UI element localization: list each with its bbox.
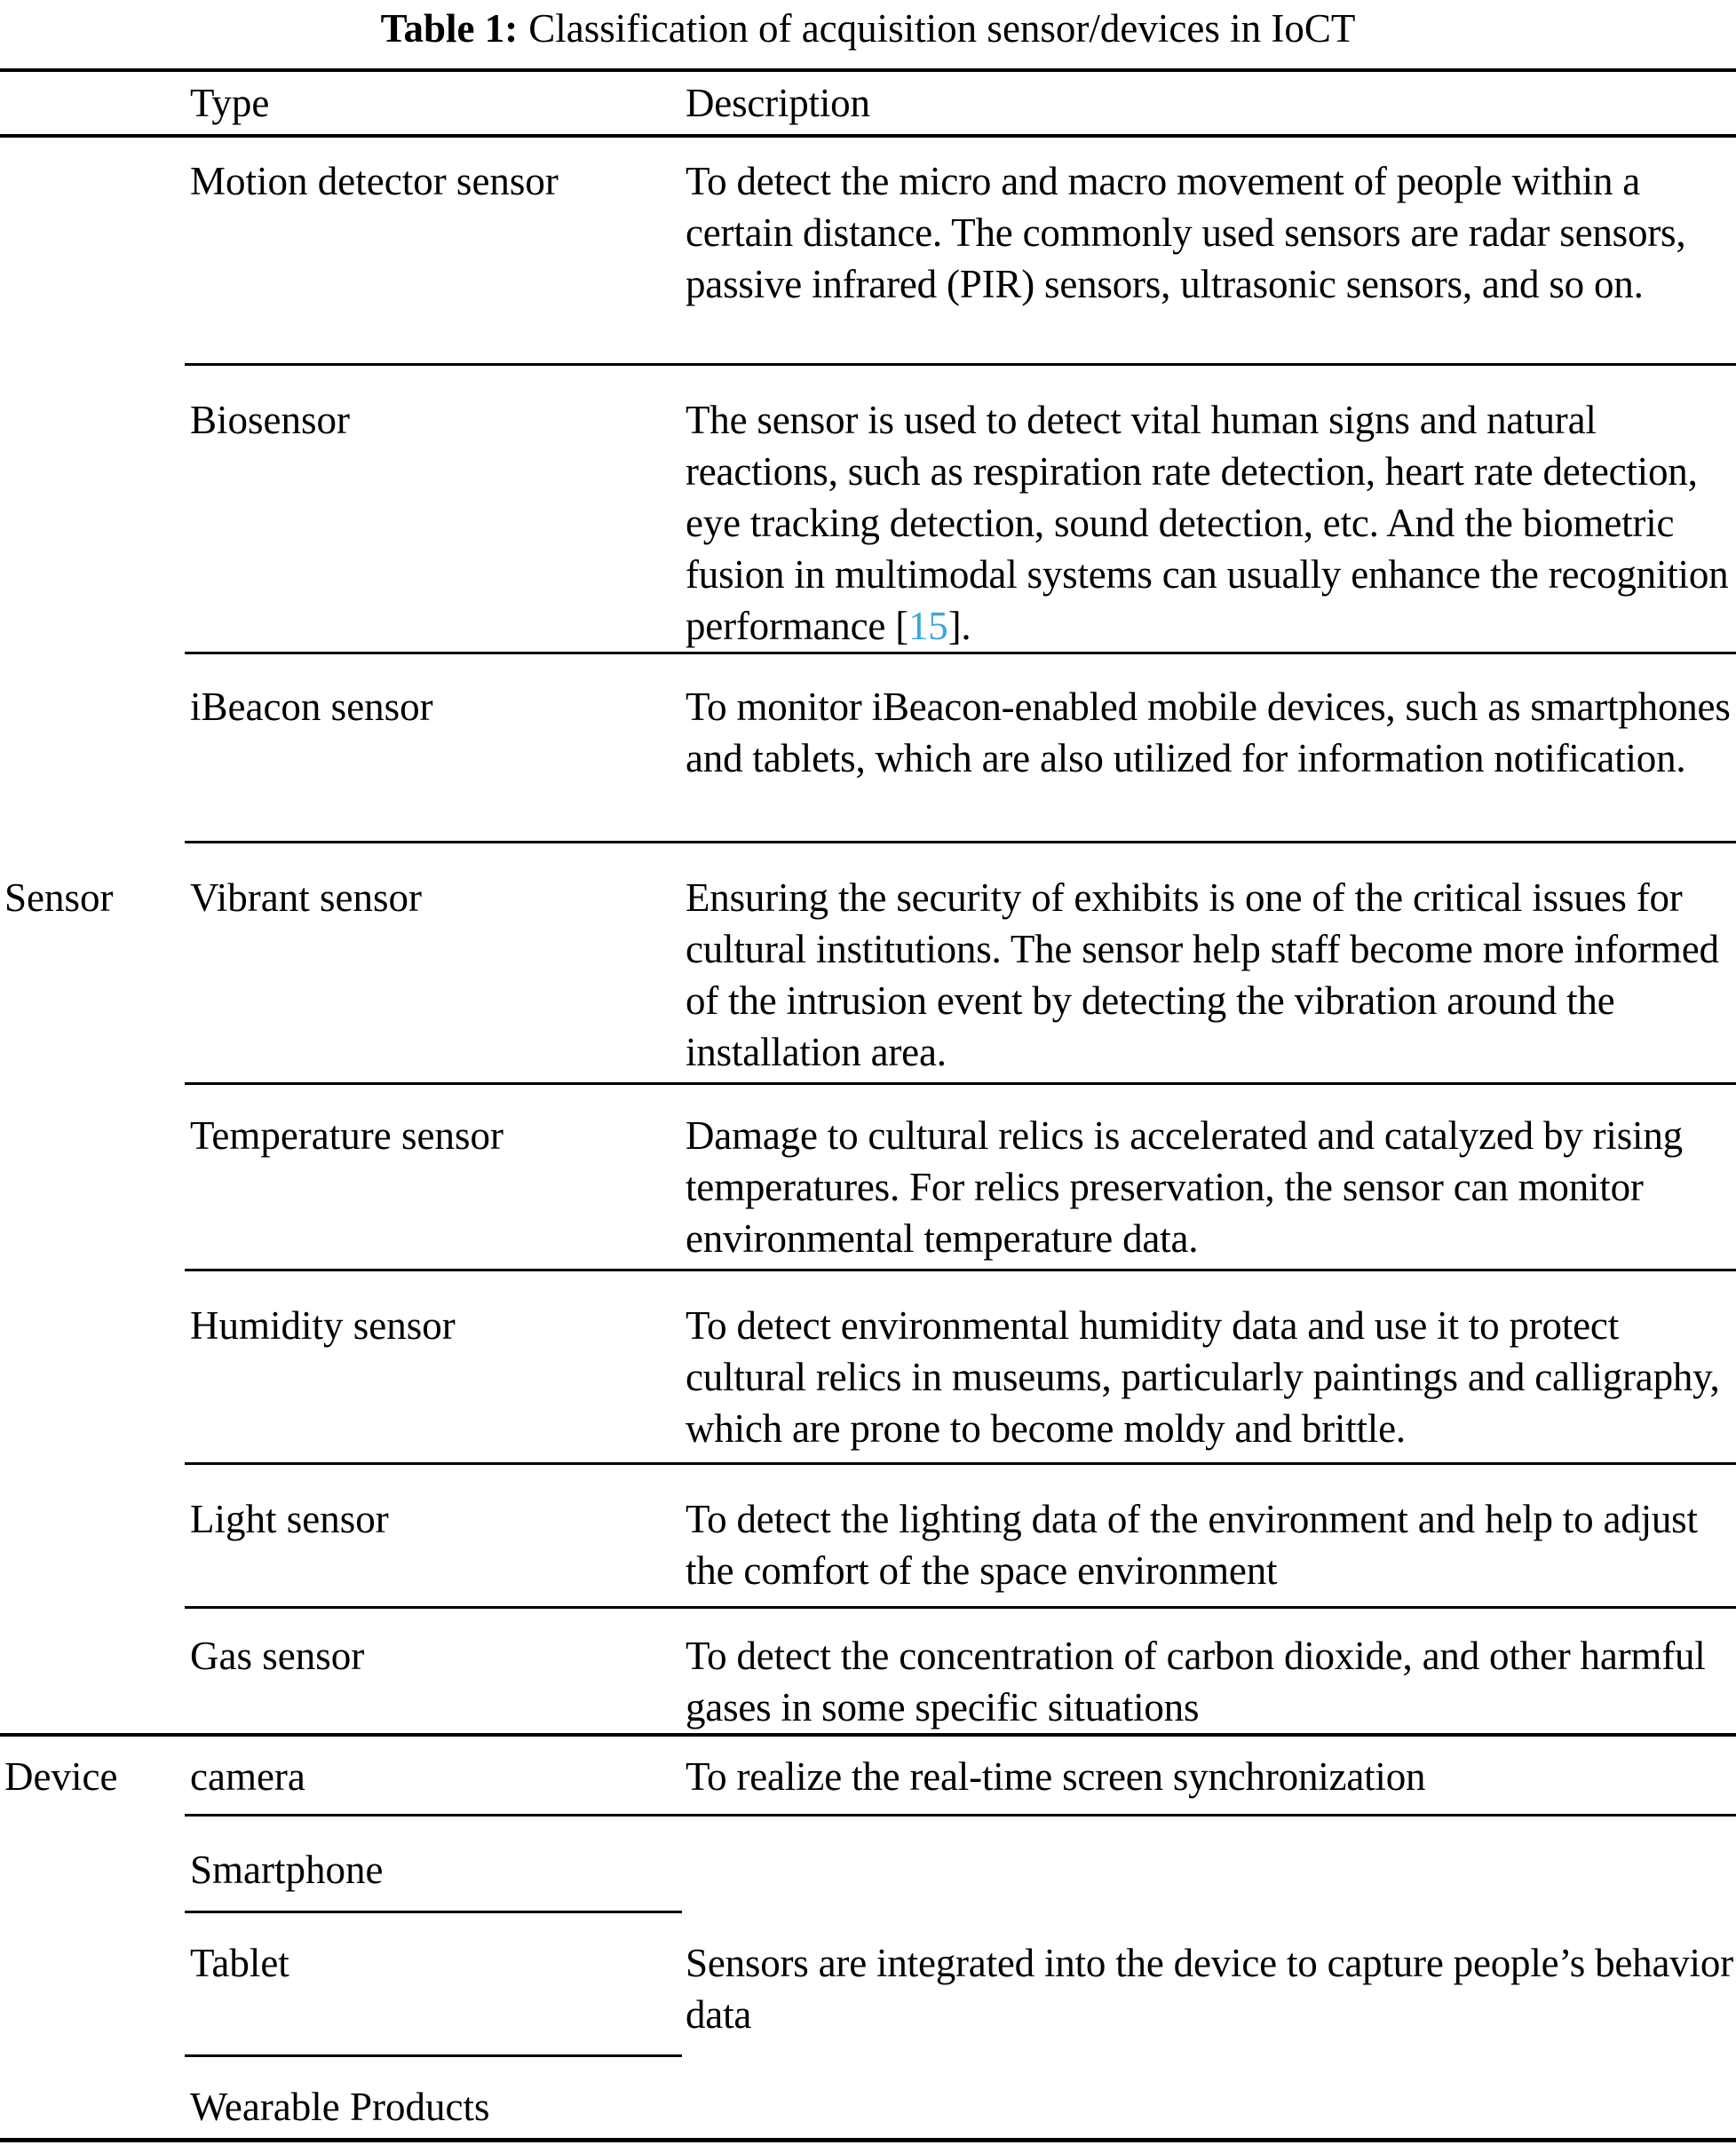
table-row (0, 843, 1736, 1085)
type-label: Humidity sensor (185, 1271, 682, 1465)
type-label: iBeacon sensor (185, 653, 682, 843)
group-label (0, 653, 185, 843)
group-label (0, 1271, 185, 1465)
header-row (0, 68, 1736, 138)
data-table (0, 68, 1736, 2142)
table-row (0, 1913, 1736, 2057)
col-header-type: Type (185, 68, 682, 138)
table-row (0, 1609, 1736, 1729)
table-row (0, 1729, 1736, 1817)
group-label (0, 1913, 185, 2057)
type-label: Biosensor (185, 366, 682, 654)
type-label: Gas sensor (185, 1609, 682, 1737)
description-text: To detect the lighting data of the environment and help to adjust the comfort of the space environment (682, 1465, 1736, 1609)
type-label: Light sensor (185, 1465, 682, 1609)
header-group-cell (0, 68, 185, 138)
type-label: Wearable Products (185, 2057, 682, 2142)
caption-text: Classification of acquisition sensor/devices in IoCT (528, 6, 1356, 51)
description-text: Damage to cultural relics is accelerated and catalyzed by rising temperatures. For relics preservation, the sensor can monitor environmental temperature data. (682, 1085, 1736, 1271)
group-label (0, 1609, 185, 1737)
table-row (0, 653, 1736, 843)
type-label: Vibrant sensor (185, 843, 682, 1085)
description-text: Sensors are integrated into the device to capture people’s behavior data (686, 1941, 1733, 2037)
group-label (0, 2057, 185, 2142)
group-label (0, 1085, 185, 1271)
table-caption (0, 0, 1736, 68)
description-text (682, 1817, 1736, 1913)
group-label-device: Device (4, 1754, 118, 1799)
group-label (0, 138, 185, 366)
description-post: ]. (947, 604, 971, 648)
description-text: To detect the micro and macro movement of people within a certain distance. The commonly used sensors are radar sensors, passive infrared (PIR) sensors, ultrasonic sensors, and so on. (682, 138, 1736, 366)
description-text: To monitor iBeacon-enabled mobile devices, such as smartphones and tablets, which are also utilized for information notification. (682, 653, 1736, 843)
group-label (0, 1465, 185, 1609)
type-label: Temperature sensor (185, 1085, 682, 1271)
type-label: camera (185, 1729, 682, 1817)
description-text (682, 2057, 1736, 2142)
type-label: Motion detector sensor (185, 138, 682, 366)
table-row (0, 1271, 1736, 1465)
table-row (0, 138, 1736, 366)
col-header-description: Description (682, 68, 1736, 138)
group-label (0, 366, 185, 654)
type-label: Smartphone (185, 1817, 682, 1913)
table-row (0, 1817, 1736, 1913)
table-row (0, 1085, 1736, 1271)
group-label (0, 1817, 185, 1913)
citation-link[interactable]: 15 (908, 604, 948, 648)
description-text: To detect environmental humidity data and use it to protect cultural relics in museums, particularly paintings and calligraphy, which are prone to become moldy and brittle. (682, 1271, 1736, 1465)
description-pre: The sensor is used to detect vital human signs and natural reactions, such as respiration rate detection, heart rate detection, eye tracking detection, sound detection, etc. And the biometric fusion in multimodal systems can usually enhance the recognition performance [ (686, 398, 1729, 648)
table-row (0, 1465, 1736, 1609)
group-label-sensor: Sensor (4, 875, 114, 920)
description-text: To detect the concentration of carbon dioxide, and other harmful gases in some specific situations (682, 1609, 1736, 1737)
table-row (0, 2057, 1736, 2142)
description-text: Ensuring the security of exhibits is one of the critical issues for cultural institutions. The sensor help staff become more informed of the intrusion event by detecting the vibration around the installation area. (682, 843, 1736, 1085)
type-label: Tablet (185, 1913, 682, 2057)
description-text: To realize the real-time screen synchronization (682, 1729, 1736, 1817)
table-row (0, 366, 1736, 653)
caption-label: Table 1: (380, 6, 519, 51)
description-cell (682, 366, 1736, 654)
